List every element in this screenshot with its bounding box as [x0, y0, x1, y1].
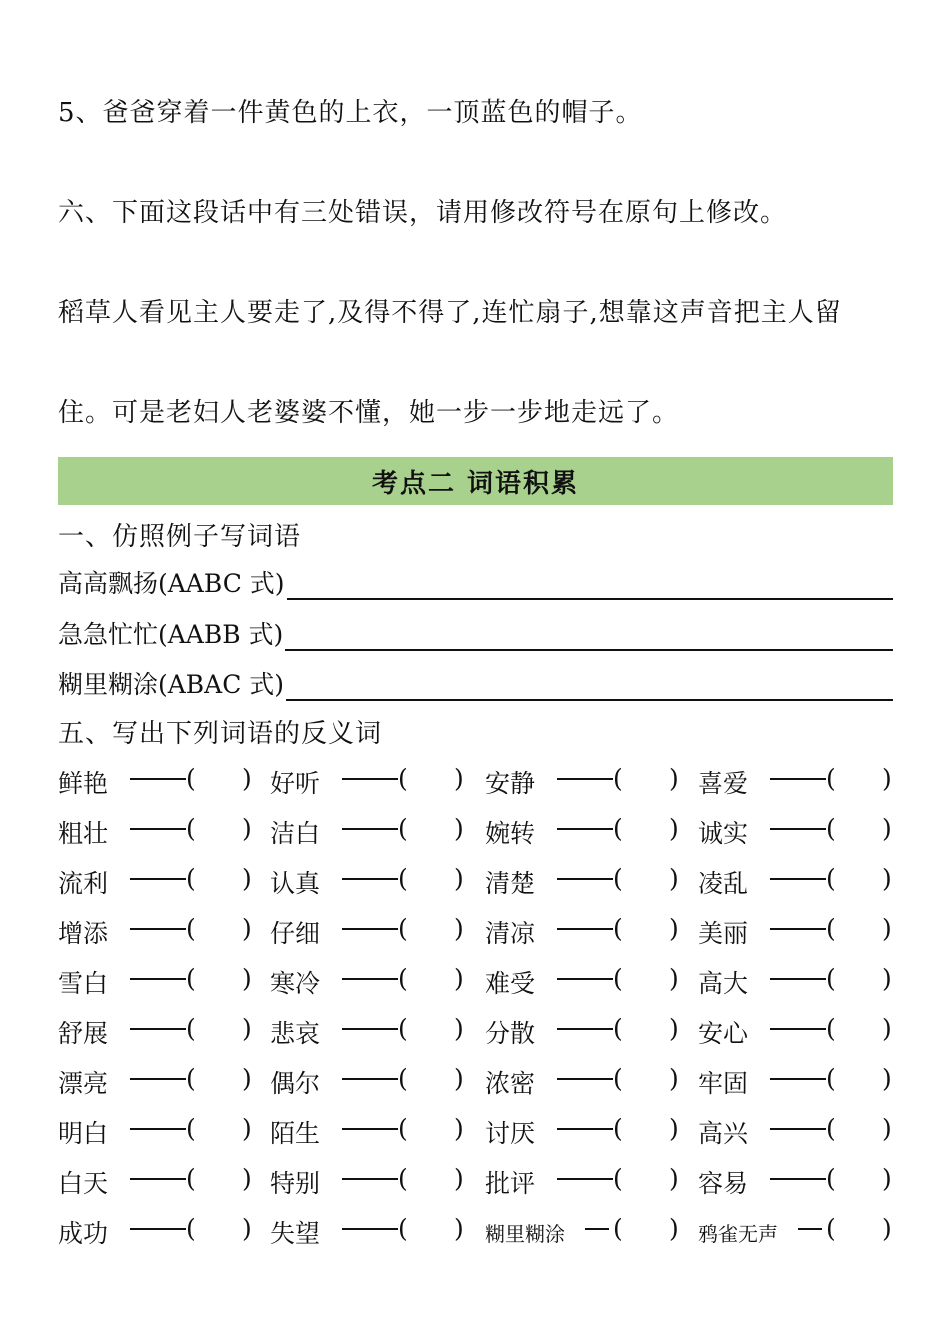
dash-divider — [342, 1178, 398, 1180]
dash-divider — [770, 1028, 826, 1030]
antonym-word: 清楚 — [485, 869, 536, 898]
antonym-item — [485, 858, 697, 908]
antonym-word: 鸦雀无声 — [698, 1222, 778, 1246]
close-paren: ) — [669, 864, 679, 893]
antonym-item — [58, 808, 270, 858]
antonym-word: 流利 — [58, 869, 109, 898]
antonym-item — [698, 1058, 910, 1108]
close-paren: ) — [242, 1064, 252, 1093]
close-paren: ) — [242, 1114, 252, 1143]
antonym-item — [58, 1008, 270, 1058]
antonym-item — [270, 1058, 482, 1108]
close-paren: ) — [454, 964, 464, 993]
open-paren: ( — [826, 1064, 836, 1093]
antonym-word: 舒展 — [58, 1019, 109, 1048]
antonym-item — [698, 908, 910, 958]
antonym-item — [485, 758, 697, 808]
dash-divider — [342, 828, 398, 830]
dash-divider — [342, 778, 398, 780]
dash-divider — [585, 1228, 609, 1230]
antonym-item — [58, 1208, 270, 1258]
antonym-word: 喜爱 — [698, 769, 749, 798]
close-paren: ) — [242, 1164, 252, 1193]
open-paren: ( — [826, 1214, 836, 1243]
open-paren: ( — [186, 1114, 196, 1143]
close-paren: ) — [454, 864, 464, 893]
antonym-word: 陌生 — [270, 1119, 321, 1148]
antonym-word: 清凉 — [485, 919, 536, 948]
antonym-item — [485, 1008, 697, 1058]
antonym-word: 高大 — [698, 969, 749, 998]
dash-divider — [130, 878, 186, 880]
antonym-word: 粗壮 — [58, 819, 109, 848]
antonym-item — [58, 758, 270, 808]
antonym-word: 牢固 — [698, 1069, 749, 1098]
imitate-row — [58, 665, 893, 701]
antonym-row — [58, 1058, 898, 1108]
antonym-word: 寒冷 — [270, 969, 321, 998]
antonym-item — [270, 1208, 482, 1258]
open-paren: ( — [186, 1064, 196, 1093]
imitate-row — [58, 564, 893, 600]
antonym-row — [58, 758, 898, 808]
close-paren: ) — [454, 1114, 464, 1143]
antonym-item — [270, 1108, 482, 1158]
open-paren: ( — [826, 1114, 836, 1143]
dash-divider — [770, 778, 826, 780]
close-paren: ) — [882, 1214, 892, 1243]
antonym-word: 婉转 — [485, 819, 536, 848]
antonym-word: 认真 — [270, 869, 321, 898]
dash-divider — [557, 878, 613, 880]
answer-blank[interactable] — [285, 621, 893, 651]
antonym-word: 增添 — [58, 919, 109, 948]
dash-divider — [342, 928, 398, 930]
antonym-item — [270, 908, 482, 958]
antonym-word: 容易 — [698, 1169, 749, 1198]
antonym-item — [270, 958, 482, 1008]
close-paren: ) — [242, 764, 252, 793]
dash-divider — [557, 1178, 613, 1180]
open-paren: ( — [186, 764, 196, 793]
antonym-word: 雪白 — [58, 969, 109, 998]
open-paren: ( — [826, 1164, 836, 1193]
close-paren: ) — [454, 914, 464, 943]
open-paren: ( — [613, 864, 623, 893]
close-paren: ) — [669, 1014, 679, 1043]
open-paren: ( — [186, 814, 196, 843]
close-paren: ) — [454, 814, 464, 843]
open-paren: ( — [613, 764, 623, 793]
section-title-band — [58, 457, 893, 505]
dash-divider — [557, 778, 613, 780]
dash-divider — [770, 1178, 826, 1180]
dash-divider — [342, 1028, 398, 1030]
close-paren: ) — [242, 814, 252, 843]
antonym-word: 美丽 — [698, 919, 749, 948]
close-paren: ) — [669, 914, 679, 943]
antonym-item — [698, 1108, 910, 1158]
open-paren: ( — [826, 764, 836, 793]
open-paren: ( — [186, 914, 196, 943]
close-paren: ) — [242, 914, 252, 943]
antonyms-heading: 五、写出下列词语的反义词 — [58, 719, 383, 749]
close-paren: ) — [882, 1114, 892, 1143]
close-paren: ) — [669, 1064, 679, 1093]
antonym-item — [698, 1008, 910, 1058]
open-paren: ( — [613, 1064, 623, 1093]
antonym-item — [698, 1208, 910, 1258]
dash-divider — [557, 1028, 613, 1030]
imitate-example: 急急忙忙(AABB 式) — [58, 620, 284, 649]
antonym-item — [698, 1158, 910, 1208]
question-6-heading: 六、下面这段话中有三处错误，请用修改符号在原句上修改。 — [58, 198, 788, 228]
dash-divider — [342, 1078, 398, 1080]
antonym-word: 糊里糊涂 — [485, 1222, 565, 1246]
antonym-word: 安心 — [698, 1019, 749, 1048]
open-paren: ( — [398, 764, 408, 793]
antonym-item — [58, 858, 270, 908]
dash-divider — [798, 1228, 822, 1230]
open-paren: ( — [398, 964, 408, 993]
antonym-item — [270, 808, 482, 858]
antonym-item — [485, 958, 697, 1008]
open-paren: ( — [613, 1114, 623, 1143]
dash-divider — [342, 1128, 398, 1130]
antonym-item — [58, 958, 270, 1008]
antonym-word: 好听 — [270, 769, 321, 798]
imitate-heading: 一、仿照例子写词语 — [58, 522, 302, 552]
close-paren: ) — [454, 1014, 464, 1043]
antonym-item — [58, 908, 270, 958]
antonym-word: 安静 — [485, 769, 536, 798]
open-paren: ( — [613, 814, 623, 843]
open-paren: ( — [398, 914, 408, 943]
answer-blank[interactable] — [286, 671, 893, 701]
antonym-item — [698, 808, 910, 858]
open-paren: ( — [186, 1214, 196, 1243]
antonym-item — [485, 808, 697, 858]
antonym-item — [485, 1158, 697, 1208]
close-paren: ) — [242, 1014, 252, 1043]
antonym-word: 凌乱 — [698, 869, 749, 898]
dash-divider — [130, 1178, 186, 1180]
antonym-item — [270, 858, 482, 908]
dash-divider — [130, 928, 186, 930]
antonym-item — [698, 858, 910, 908]
open-paren: ( — [186, 964, 196, 993]
close-paren: ) — [242, 964, 252, 993]
imitate-example: 高高飘扬(AABC 式) — [58, 569, 285, 598]
dash-divider — [130, 828, 186, 830]
close-paren: ) — [669, 1114, 679, 1143]
open-paren: ( — [826, 864, 836, 893]
antonym-item — [485, 1108, 697, 1158]
dash-divider — [130, 1078, 186, 1080]
imitate-example: 糊里糊涂(ABAC 式) — [58, 670, 285, 699]
open-paren: ( — [398, 1014, 408, 1043]
antonym-row — [58, 1208, 898, 1258]
dash-divider — [342, 878, 398, 880]
antonym-row — [58, 958, 898, 1008]
antonym-word: 批评 — [485, 1169, 536, 1198]
antonym-word: 白天 — [58, 1169, 109, 1198]
open-paren: ( — [186, 1164, 196, 1193]
antonym-row — [58, 1008, 898, 1058]
antonym-item — [698, 958, 910, 1008]
close-paren: ) — [454, 764, 464, 793]
antonym-word: 难受 — [485, 969, 536, 998]
dash-divider — [130, 1028, 186, 1030]
antonym-word: 失望 — [270, 1219, 321, 1248]
dash-divider — [770, 828, 826, 830]
antonym-row — [58, 808, 898, 858]
antonym-item — [270, 758, 482, 808]
open-paren: ( — [398, 1064, 408, 1093]
open-paren: ( — [826, 814, 836, 843]
imitate-row — [58, 615, 893, 651]
open-paren: ( — [826, 964, 836, 993]
open-paren: ( — [398, 814, 408, 843]
close-paren: ) — [454, 1164, 464, 1193]
open-paren: ( — [613, 1214, 623, 1243]
close-paren: ) — [242, 864, 252, 893]
antonym-word: 高兴 — [698, 1119, 749, 1148]
dash-divider — [770, 978, 826, 980]
open-paren: ( — [398, 1214, 408, 1243]
dash-divider — [557, 978, 613, 980]
open-paren: ( — [613, 1164, 623, 1193]
close-paren: ) — [882, 1014, 892, 1043]
close-paren: ) — [669, 1214, 679, 1243]
antonym-item — [58, 1108, 270, 1158]
antonym-item — [485, 1208, 697, 1258]
sentence-5: 5、爸爸穿着一件黄色的上衣，一顶蓝色的帽子。 — [58, 98, 643, 128]
dash-divider — [130, 1128, 186, 1130]
antonym-word: 分散 — [485, 1019, 536, 1048]
close-paren: ) — [882, 814, 892, 843]
antonym-word: 仔细 — [270, 919, 321, 948]
dash-divider — [557, 928, 613, 930]
open-paren: ( — [398, 1164, 408, 1193]
paragraph-line-1: 稻草人看见主人要走了,及得不得了,连忙扇子,想靠这声音把主人留 — [58, 298, 842, 328]
close-paren: ) — [669, 964, 679, 993]
open-paren: ( — [186, 1014, 196, 1043]
section-title: 考点二 词语积累 — [371, 468, 580, 499]
dash-divider — [130, 1228, 186, 1230]
antonym-word: 洁白 — [270, 819, 321, 848]
close-paren: ) — [882, 1164, 892, 1193]
close-paren: ) — [882, 964, 892, 993]
close-paren: ) — [454, 1214, 464, 1243]
antonym-word: 成功 — [58, 1219, 109, 1248]
antonym-row — [58, 858, 898, 908]
antonym-item — [58, 1058, 270, 1108]
open-paren: ( — [613, 914, 623, 943]
close-paren: ) — [882, 864, 892, 893]
antonym-grid — [58, 758, 898, 1258]
dash-divider — [770, 1078, 826, 1080]
antonym-item — [58, 1158, 270, 1208]
antonym-item — [698, 758, 910, 808]
close-paren: ) — [882, 764, 892, 793]
open-paren: ( — [398, 864, 408, 893]
dash-divider — [770, 1128, 826, 1130]
antonym-item — [485, 908, 697, 958]
close-paren: ) — [242, 1214, 252, 1243]
close-paren: ) — [669, 814, 679, 843]
open-paren: ( — [826, 914, 836, 943]
paragraph-line-2: 住。可是老妇人老婆婆不懂，她一步一步地走远了。 — [58, 398, 680, 428]
antonym-word: 偶尔 — [270, 1069, 321, 1098]
antonym-word: 浓密 — [485, 1069, 536, 1098]
close-paren: ) — [669, 764, 679, 793]
open-paren: ( — [398, 1114, 408, 1143]
close-paren: ) — [669, 1164, 679, 1193]
antonym-word: 特别 — [270, 1169, 321, 1198]
dash-divider — [130, 778, 186, 780]
antonym-word: 悲哀 — [270, 1019, 321, 1048]
antonym-row — [58, 1108, 898, 1158]
antonym-row — [58, 908, 898, 958]
antonym-word: 明白 — [58, 1119, 109, 1148]
close-paren: ) — [882, 914, 892, 943]
antonym-row — [58, 1158, 898, 1208]
antonym-item — [270, 1008, 482, 1058]
open-paren: ( — [613, 1014, 623, 1043]
dash-divider — [557, 828, 613, 830]
dash-divider — [557, 1128, 613, 1130]
open-paren: ( — [613, 964, 623, 993]
antonym-word: 讨厌 — [485, 1119, 536, 1148]
close-paren: ) — [882, 1064, 892, 1093]
antonym-word: 诚实 — [698, 819, 749, 848]
dash-divider — [770, 878, 826, 880]
antonym-item — [270, 1158, 482, 1208]
dash-divider — [342, 978, 398, 980]
dash-divider — [342, 1228, 398, 1230]
answer-blank[interactable] — [287, 570, 893, 600]
antonym-word: 漂亮 — [58, 1069, 109, 1098]
open-paren: ( — [186, 864, 196, 893]
dash-divider — [557, 1078, 613, 1080]
dash-divider — [130, 978, 186, 980]
dash-divider — [770, 928, 826, 930]
close-paren: ) — [454, 1064, 464, 1093]
antonym-item — [485, 1058, 697, 1108]
antonym-word: 鲜艳 — [58, 769, 109, 798]
open-paren: ( — [826, 1014, 836, 1043]
